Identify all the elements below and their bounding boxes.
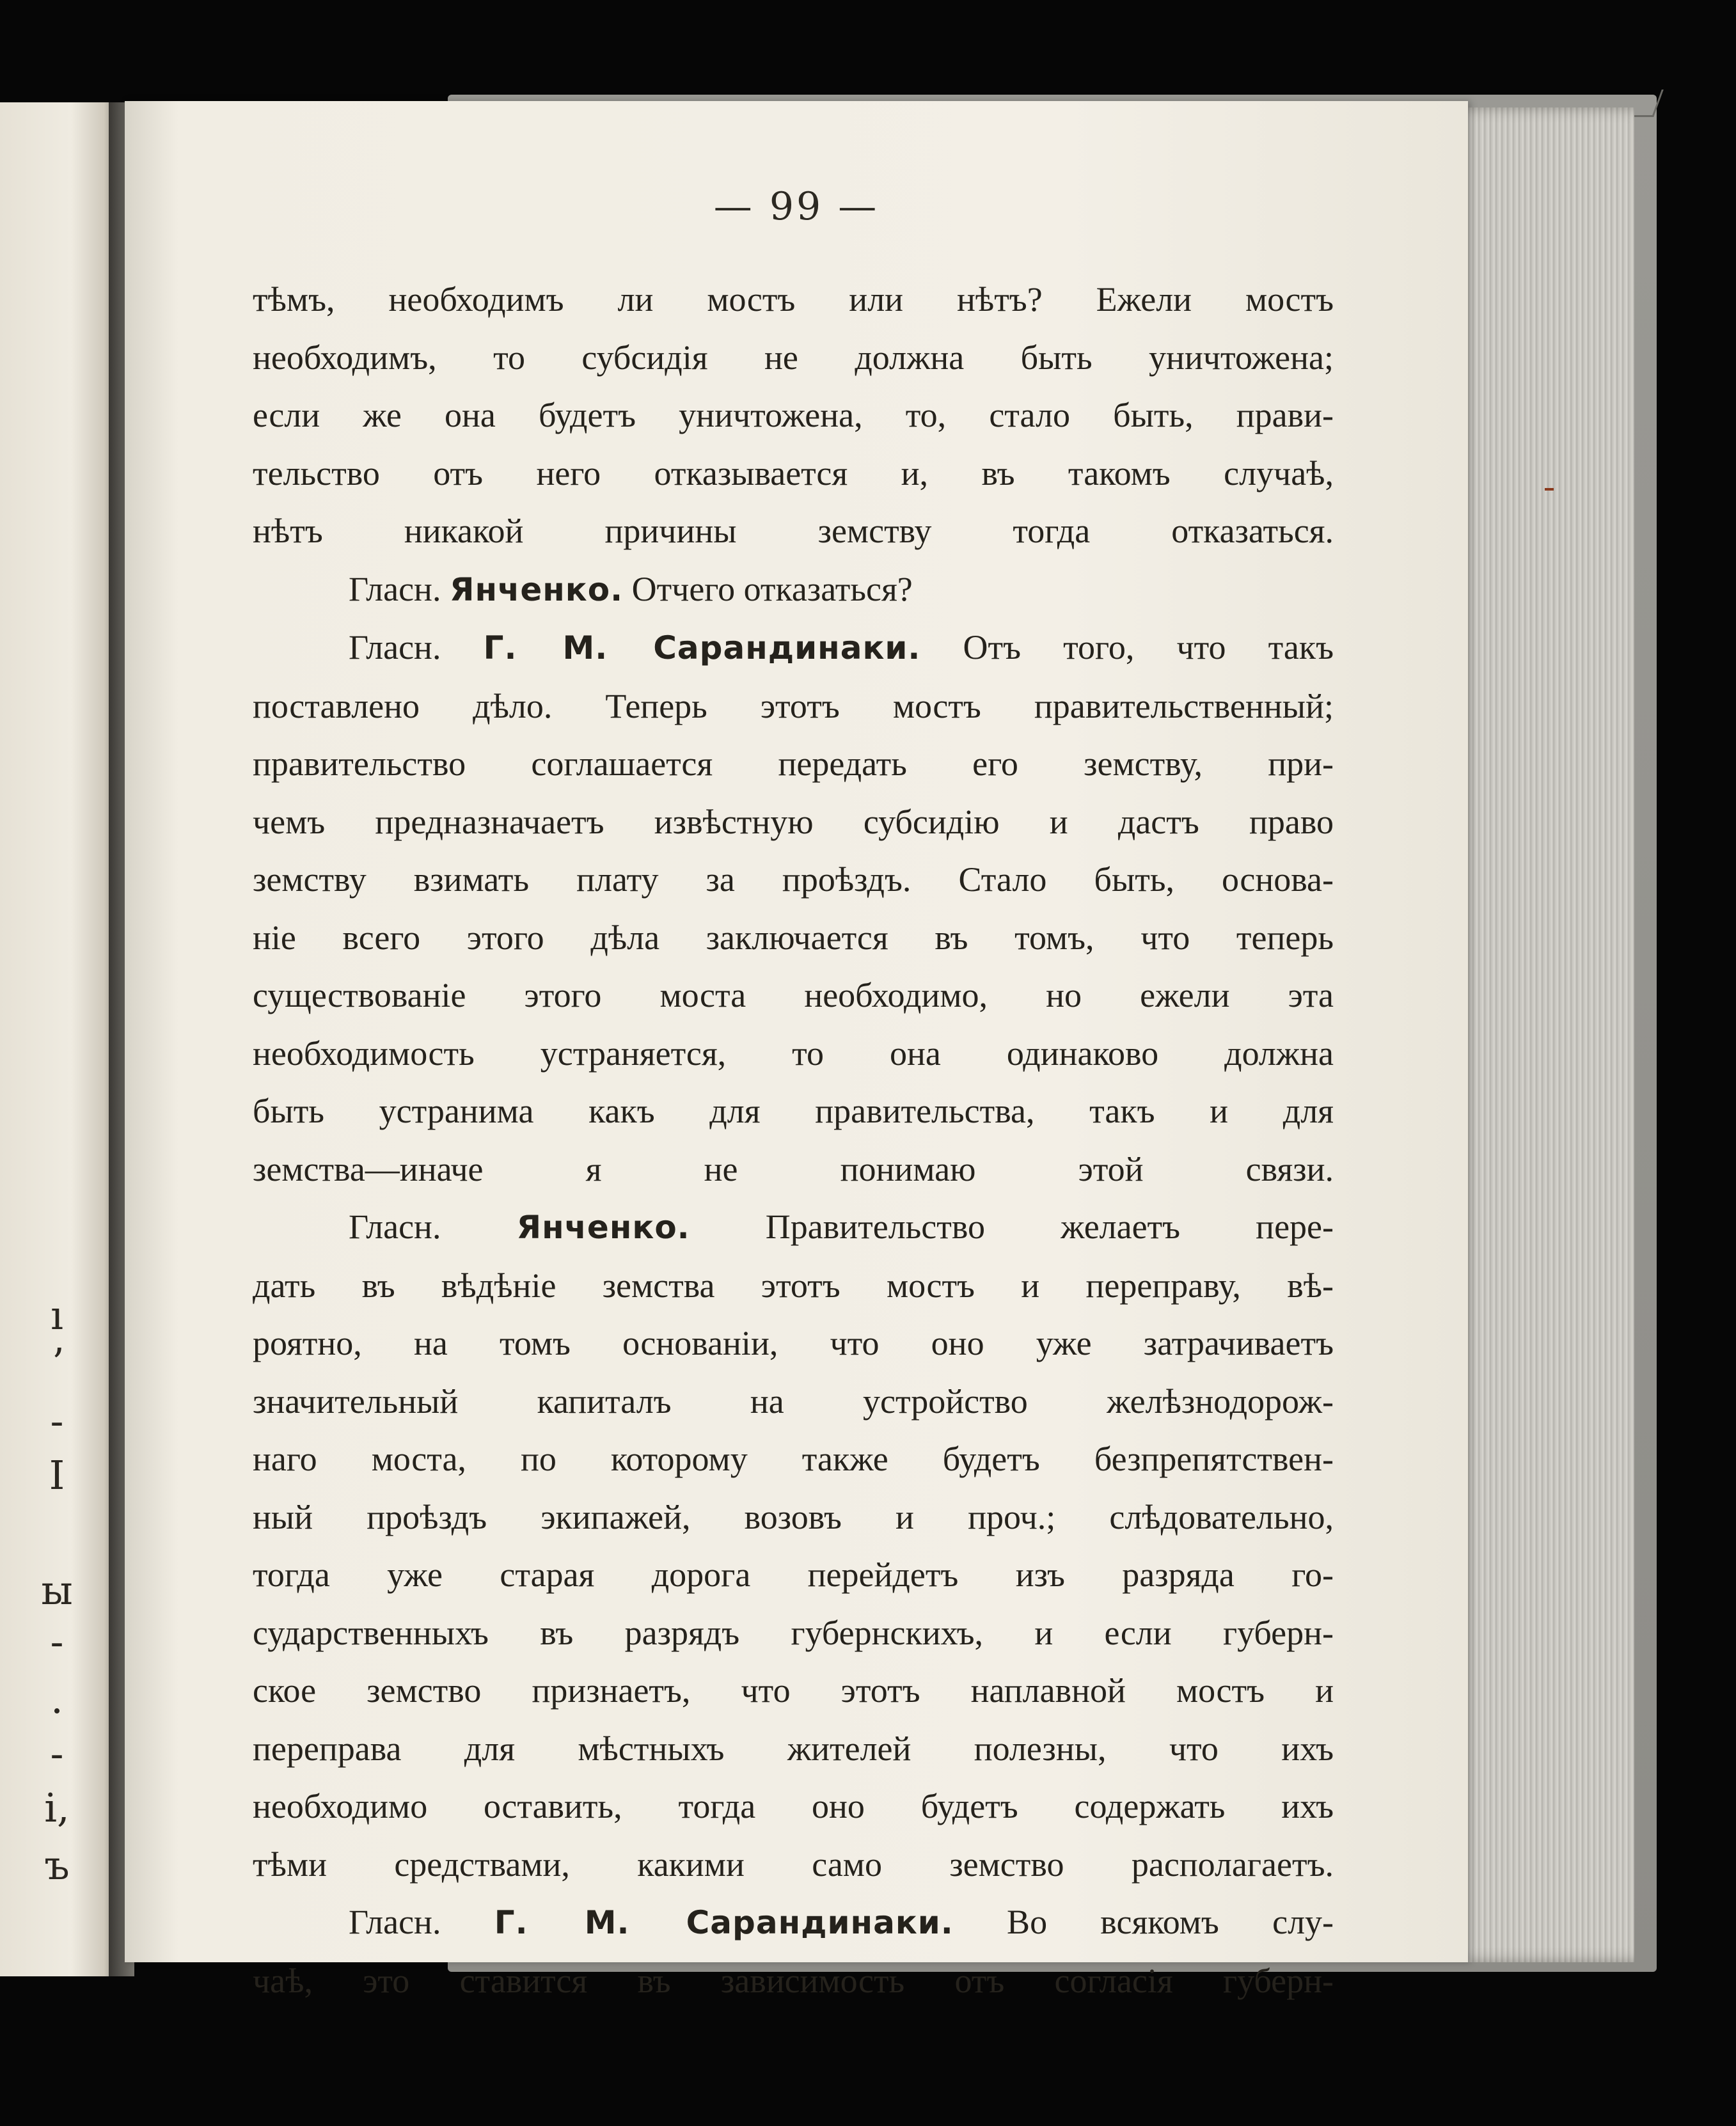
paragraph <box>253 1893 1334 2010</box>
speaker-prefix: Гласн. <box>349 1208 441 1246</box>
text-line: роятно, на томъ основаніи, что оно уже затрачиваетъ <box>253 1324 1334 1362</box>
left-edge-glyph: ı <box>51 1292 63 1339</box>
text-line: земству взимать плату за проѣздъ. Стало быть, основа- <box>253 860 1334 899</box>
text-line: правительство соглашается передать его земству, при- <box>253 744 1334 783</box>
text-line: поставлено дѣло. Теперь этотъ мостъ правительственный; <box>253 686 1334 725</box>
left-edge-glyph: і, <box>44 1784 70 1831</box>
left-edge-glyph: I <box>49 1452 65 1499</box>
left-edge-glyph: - <box>50 1730 64 1777</box>
left-page <box>0 102 118 1976</box>
paragraph <box>253 271 1334 560</box>
text-line: переправа для мѣстныхъ жителей полезны, что ихъ <box>253 1729 1334 1768</box>
text-line: необходимо оставить, тогда оно будетъ содержать ихъ <box>253 1787 1334 1825</box>
text-line: если же она будетъ уничтожена, то, стало быть, прави- <box>253 396 1334 434</box>
speaker-prefix: Гласн. <box>349 1903 441 1941</box>
left-edge-glyph: . <box>51 1676 63 1722</box>
speaker-name: Г. М. Сарандинаки. <box>494 1904 954 1941</box>
text-line: тельство отъ него отказывается и, въ такомъ случаѣ, <box>253 453 1334 492</box>
ink-mark <box>1545 488 1554 491</box>
text-line: ный проѣздъ экипажей, возовъ и проч.; слѣдовательно, <box>253 1497 1334 1536</box>
left-edge-glyph: ъ <box>44 1842 70 1889</box>
text-line: тѣмъ, необходимъ ли мостъ или нѣтъ? Ежели мостъ <box>253 280 1334 319</box>
paragraph-first-line <box>253 1198 1334 1257</box>
text-line: тогда уже старая дорога перейдетъ изъ разряда го- <box>253 1555 1334 1594</box>
speaker-prefix: Гласн. <box>349 628 441 666</box>
paragraph-first-line <box>253 1893 1334 1952</box>
text-line: Правительство желаетъ пере- <box>765 1208 1334 1246</box>
text-line: быть устранима какъ для правительства, такъ и для <box>253 1092 1334 1130</box>
text-line: ніе всего этого дѣла заключается въ томъ, что теперь <box>253 918 1334 957</box>
text-line: Во всякомъ слу- <box>1007 1903 1334 1941</box>
speaker-name: Янченко. <box>516 1209 690 1246</box>
paragraph <box>253 1198 1334 1893</box>
page-edges <box>1452 107 1634 1962</box>
text-line: чаѣ, это ставится въ зависимость отъ согласія губерн- <box>253 1961 1334 2000</box>
text-line: земства—иначе я не понимаю этой связи. <box>253 1149 1334 1188</box>
text-line: сударственныхъ въ разрядъ губернскихъ, и если губерн- <box>253 1613 1334 1652</box>
page-number: — 99 — <box>713 184 880 229</box>
paragraph <box>253 618 1334 1198</box>
text-line: чемъ предназначаетъ извѣстную субсидію и дастъ право <box>253 802 1334 841</box>
text-line: Отчего отказаться? <box>631 569 913 608</box>
text-line: дать въ вѣдѣніе земства этотъ мостъ и переправу, вѣ- <box>253 1266 1334 1305</box>
text-line: тѣми средствами, какими само земство располагаетъ. <box>253 1845 1334 1884</box>
text-line: наго моста, по которому также будетъ безпрепятствен- <box>253 1440 1334 1478</box>
paragraph <box>253 560 1334 619</box>
text-line: существованіе этого моста необходимо, но ежели эта <box>253 976 1334 1014</box>
text-line: ское земство признаетъ, что этотъ наплавной мостъ и <box>253 1671 1334 1710</box>
text-line: необходимость устраняется, то она одинаково должна <box>253 1034 1334 1073</box>
left-edge-glyph: - <box>50 1398 64 1444</box>
speaker-name: Г. М. Сарандинаки. <box>483 629 921 666</box>
left-page-edge-text <box>3 102 111 1976</box>
page-body <box>253 271 1334 2010</box>
text-line: значительный капиталъ на устройство желѣзнодорож- <box>253 1382 1334 1421</box>
text-line: нѣтъ никакой причины земству тогда отказаться. <box>253 512 1334 550</box>
speaker-name: Янченко. <box>449 571 624 608</box>
text-line: необходимъ, то субсидія не должна быть уничтожена; <box>253 338 1334 377</box>
left-edge-glyph: ʼ <box>51 1340 63 1387</box>
left-edge-glyph: ы <box>41 1567 73 1614</box>
right-page <box>125 101 1468 2000</box>
speaker-prefix: Гласн. <box>349 569 441 608</box>
left-edge-glyph: - <box>50 1618 64 1665</box>
paragraph-first-line <box>253 618 1334 677</box>
text-line: Отъ того, что такъ <box>963 628 1334 666</box>
